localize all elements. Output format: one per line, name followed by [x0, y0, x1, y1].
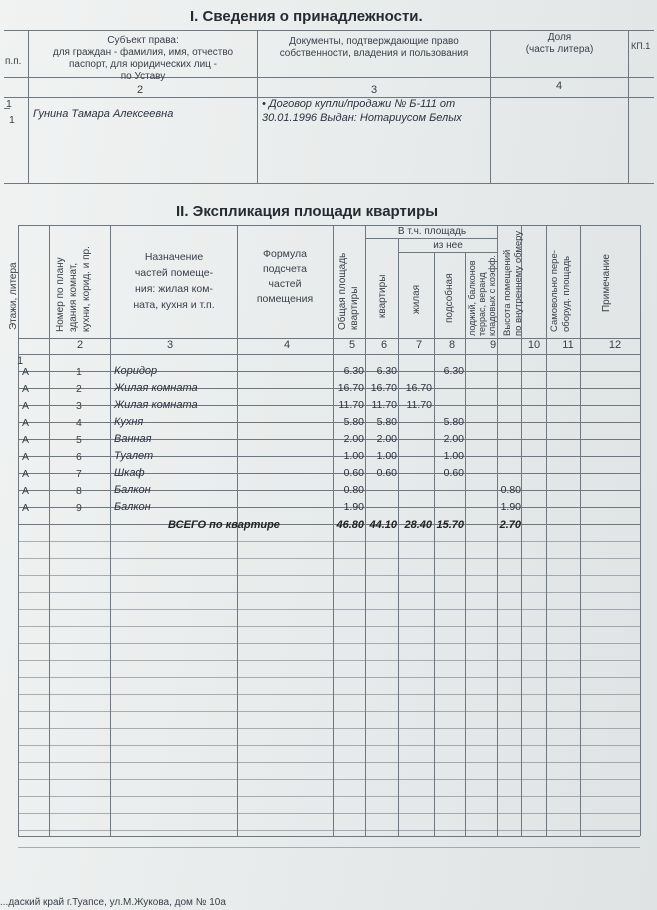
note-header: Примечание — [601, 254, 612, 312]
owner-row-number: 1 — [9, 114, 15, 126]
row-apt-value: 2.00 — [376, 433, 397, 445]
s2-col-number-2: 2 — [76, 339, 84, 351]
row-total-value: 1.00 — [343, 450, 364, 462]
row-literal: А — [22, 468, 30, 480]
s2-col-number-11: 11 — [562, 339, 574, 351]
row-apt-value: 11.70 — [371, 399, 397, 411]
row-loggia-value: 0.80 — [500, 484, 521, 496]
row-literal: А — [22, 400, 30, 412]
formula-header: Формула подсчета частей помещения — [256, 248, 314, 305]
row-plan-number: 2 — [76, 383, 82, 395]
section1-title: I. Сведения о принадлежности. — [190, 8, 423, 25]
s2-col-number-4: 4 — [283, 339, 291, 351]
s2-col-number-10: 10 — [527, 339, 541, 351]
row-apt-value: 1.00 — [376, 450, 397, 462]
total-area-header: Общая площадь квартиры — [337, 252, 360, 330]
pp-header: п.п. — [5, 56, 22, 67]
s1-col-number-2: 2 — [136, 84, 144, 96]
row-plan-number: 3 — [76, 400, 82, 412]
row-room-name: Кухня — [114, 416, 144, 428]
s2-col-number-9: 9 — [489, 339, 497, 351]
s2-col-number-5: 5 — [348, 339, 356, 351]
self-built-header: Самовольно пере- оборуд. площадь — [549, 250, 572, 332]
row-aux-value: 1.00 — [443, 450, 464, 462]
row-living-value: 11.70 — [406, 399, 432, 411]
owner-document-line2: 30.01.1996 Выдан: Нотариусом Белых — [262, 112, 462, 124]
row-total-value: 11.70 — [338, 399, 364, 411]
row-apt-value: 16.70 — [370, 382, 397, 394]
row-room-name: Жилая комната — [114, 382, 198, 394]
row-room-name: Балкон — [114, 484, 151, 496]
totals-total-area: 46.80 — [336, 519, 364, 531]
totals-apartment-area: 44.10 — [369, 519, 397, 531]
plan-no-header: Номер по плану здания комнат, кухни, корид. и пр. — [55, 246, 92, 332]
s1-col-number-4: 4 — [555, 80, 563, 92]
row-room-name: Шкаф — [114, 467, 145, 479]
row-room-name: Коридор — [114, 365, 158, 377]
row-literal: А — [22, 502, 30, 514]
row-total-value: 5.80 — [343, 416, 364, 428]
row-living-value: 16.70 — [405, 382, 432, 394]
row-total-value: 16.70 — [337, 382, 364, 394]
apartments-header: квартиры — [377, 274, 388, 318]
row-apt-value: 5.80 — [376, 416, 397, 428]
row-total-value: 1.90 — [343, 501, 364, 513]
row-apt-value: 0.60 — [376, 467, 397, 479]
s2-col-number-6: 6 — [380, 339, 388, 351]
row-total-value: 0.80 — [343, 484, 364, 496]
incl-area-header: В т.ч. площадь — [397, 226, 467, 237]
totals-loggia-area: 2.70 — [499, 519, 521, 531]
s1-col-number-3: 3 — [370, 84, 378, 96]
row-total-value: 0.60 — [343, 467, 364, 479]
loggias-header: лоджий, балконов террас, веранд кладовых с коэфф. — [467, 255, 497, 336]
row-aux-value: 5.80 — [443, 416, 464, 428]
row-literal: А — [22, 434, 30, 446]
cut-header: КП.1 — [631, 41, 651, 51]
owner-row-number-top: 1 — [6, 98, 12, 110]
row-total-value: 6.30 — [343, 365, 364, 377]
row-aux-value: 6.30 — [443, 365, 464, 377]
owner-name: Гунина Тамара Алексеевна — [33, 108, 174, 120]
row-literal: А — [22, 366, 30, 378]
totals-label: ВСЕГО по квартире — [168, 519, 280, 531]
of-which-header: из нее — [433, 240, 463, 251]
row-total-value: 2.00 — [343, 433, 364, 445]
owner-document-line1: • Договор купли/продажи № Б-111 от — [262, 98, 456, 110]
row-room-name: Жилая комната — [114, 399, 198, 411]
auxiliary-header: подсобная — [444, 273, 455, 323]
row-literal: А — [22, 451, 30, 463]
purpose-header: Назначение частей помеще- ния: жилая ком- ната, кухня и т.п. — [133, 251, 215, 311]
row-plan-number: 7 — [76, 468, 82, 480]
row-plan-number: 4 — [76, 417, 82, 429]
share-header: Доля (часть литера) — [525, 32, 594, 55]
row-room-name: Туалет — [114, 450, 154, 462]
row-room-name: Балкон — [114, 501, 151, 513]
height-header: Высота помещений по внутреннему обмеру — [502, 230, 524, 336]
row-apt-value: 6.30 — [376, 365, 397, 377]
s2-col-number-3: 3 — [166, 339, 174, 351]
footer-address: ...даский край г.Туапсе, ул.М.Жукова, дом № 10а — [0, 897, 226, 908]
floor-header: Этажи, литера — [8, 262, 19, 330]
row-plan-number: 5 — [76, 434, 82, 446]
row-plan-number: 6 — [76, 451, 82, 463]
row-literal: А — [22, 383, 30, 395]
subject-header: Субъект права: для граждан - фамилия, имя, отчество паспорт, для юридических лиц - по Уставу — [52, 35, 234, 82]
s2-col-number-8: 8 — [448, 339, 456, 351]
row-plan-number: 1 — [76, 366, 82, 378]
documents-header: Документы, подтверждающие право собственности, владения и пользования — [279, 36, 469, 59]
row-aux-value: 2.00 — [443, 433, 464, 445]
row-plan-number: 9 — [76, 502, 82, 514]
living-header: жилая — [411, 284, 422, 314]
s2-col-number-1: 1 — [16, 355, 24, 367]
row-literal: А — [22, 485, 30, 497]
row-loggia-value: 1.90 — [500, 501, 521, 513]
s2-col-number-7: 7 — [415, 339, 423, 351]
s2-col-number-12: 12 — [608, 339, 622, 351]
totals-auxiliary-area: 15.70 — [436, 519, 464, 531]
row-room-name: Ванная — [114, 433, 152, 445]
row-literal: А — [22, 417, 30, 429]
totals-living-area: 28.40 — [404, 519, 432, 531]
row-plan-number: 8 — [76, 485, 82, 497]
row-aux-value: 0.60 — [443, 467, 464, 479]
section2-title: II. Экспликация площади квартиры — [176, 203, 439, 220]
